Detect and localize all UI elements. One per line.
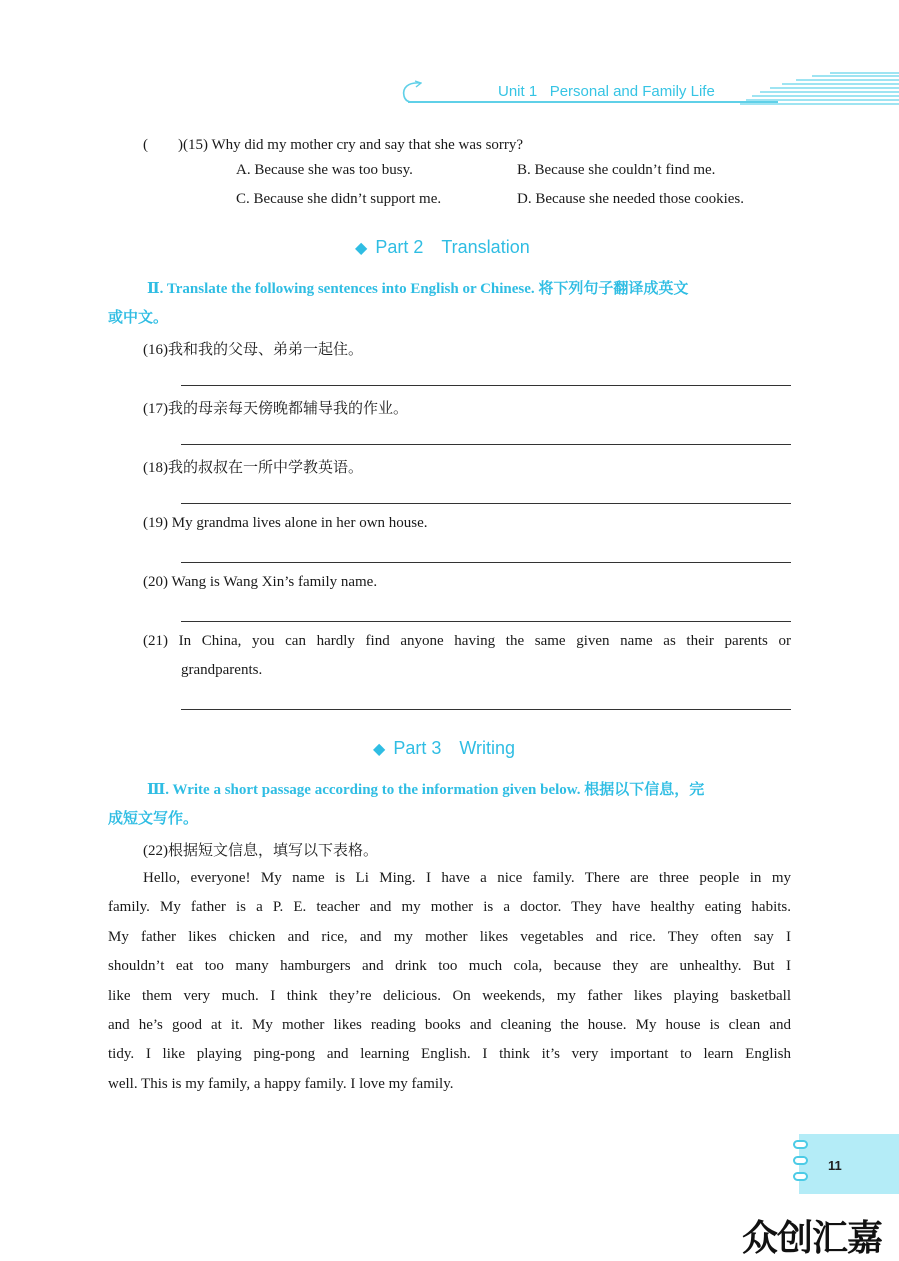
part2-instruction-line1: Ⅱ. Translate the following sentences into English or Chinese. 将下列句子翻译成英文 (147, 281, 689, 297)
header-arrow-icon (400, 80, 422, 104)
item-20 (143, 574, 377, 591)
item-21-continued: grandparents. (181, 662, 263, 678)
passage-line: tidy. I like playing ping-pong and learning English. I think it’s very important to learn English (108, 1046, 791, 1063)
part2-instruction-line2: 或中文。 (108, 310, 169, 326)
item-number: (18) (143, 460, 168, 476)
item-number: (16) (143, 342, 168, 358)
part3-heading (373, 734, 515, 760)
item-18 (143, 456, 363, 477)
passage-line: family. My father is a P. E. teacher and my mother is a doctor. They have healthy eating habits. (108, 899, 791, 916)
running-header (498, 83, 715, 100)
item-number: (17) (143, 401, 168, 417)
option-a[interactable]: A. Because she was too busy. (236, 162, 413, 178)
option-c[interactable]: C. Because she didn’t support me. (236, 191, 442, 207)
part3-title: Part 3 Writing (393, 738, 516, 758)
answer-bracket[interactable]: ( ) (143, 137, 183, 153)
task-22 (143, 839, 378, 860)
part3-instruction-line1: Ⅲ. Write a short passage according to the information given below. 根据以下信息，完 (147, 782, 705, 798)
answer-line-19[interactable] (181, 562, 791, 563)
part2-heading (355, 233, 530, 259)
binder-ring-icon (793, 1140, 808, 1149)
item-number: (21) (143, 633, 168, 649)
passage-line: well. This is my family, a happy family. I love my family. (108, 1075, 454, 1092)
item-number: (19) (143, 515, 168, 531)
answer-line-21[interactable] (181, 709, 791, 710)
item-text: 我的叔叔在一所中学教英语。 (168, 460, 364, 476)
answer-line-18[interactable] (181, 503, 791, 504)
option-d[interactable]: D. Because she needed those cookies. (517, 191, 745, 207)
item-21 (143, 633, 791, 650)
passage-line: and he’s good at it. My mother likes reading books and cleaning the house. My house is clean and (108, 1017, 791, 1034)
page-number: 11 (828, 1158, 842, 1173)
question-stem: Why did my mother cry and say that she was sorry? (211, 137, 524, 153)
item-text: Wang is Wang Xin’s family name. (171, 574, 378, 590)
task-number: (22) (143, 843, 168, 859)
diamond-icon: ◆ (355, 240, 368, 257)
passage-line: like them very much. I think they’re delicious. On weekends, my father likes playing basketball (108, 987, 791, 1004)
passage-line: My father likes chicken and rice, and my mother likes vegetables and rice. They often say I (108, 928, 791, 945)
binder-ring-icon (793, 1172, 808, 1181)
option-b[interactable]: B. Because she couldn’t find me. (517, 162, 716, 178)
page-number-tab (799, 1134, 899, 1194)
item-text: In China, you can hardly find anyone having the same given name as their parents or (178, 633, 791, 649)
answer-line-20[interactable] (181, 621, 791, 622)
part3-instruction-line2: 成短文写作。 (108, 811, 199, 827)
item-17 (143, 397, 408, 418)
watermark-logo: 众创汇嘉 (742, 1217, 883, 1258)
question-number: (15) (183, 137, 208, 153)
question-15 (143, 133, 523, 154)
part2-title: Part 2 Translation (375, 237, 530, 257)
item-19 (143, 515, 428, 532)
diamond-icon: ◆ (373, 741, 386, 758)
header-unit: Unit 1 (498, 83, 538, 100)
item-text: My grandma lives alone in her own house. (171, 515, 428, 531)
item-text: 我的母亲每天傍晚都辅导我的作业。 (168, 401, 409, 417)
header-title: Personal and Family Life (549, 83, 715, 100)
answer-line-17[interactable] (181, 444, 791, 445)
passage (108, 864, 791, 1099)
item-number: (20) (143, 574, 168, 590)
passage-line: shouldn’t eat too many hamburgers and drink too much cola, because they are unhealthy. But I (108, 958, 791, 975)
header-rule (408, 101, 778, 103)
passage-line: Hello, everyone! My name is Li Ming. I have a nice family. There are three people in my (143, 870, 791, 886)
item-text: 我和我的父母、弟弟一起住。 (168, 342, 364, 358)
binder-ring-icon (793, 1156, 808, 1165)
task-text: 根据短文信息，填写以下表格。 (168, 843, 379, 859)
answer-line-16[interactable] (181, 385, 791, 386)
item-16 (143, 338, 363, 359)
